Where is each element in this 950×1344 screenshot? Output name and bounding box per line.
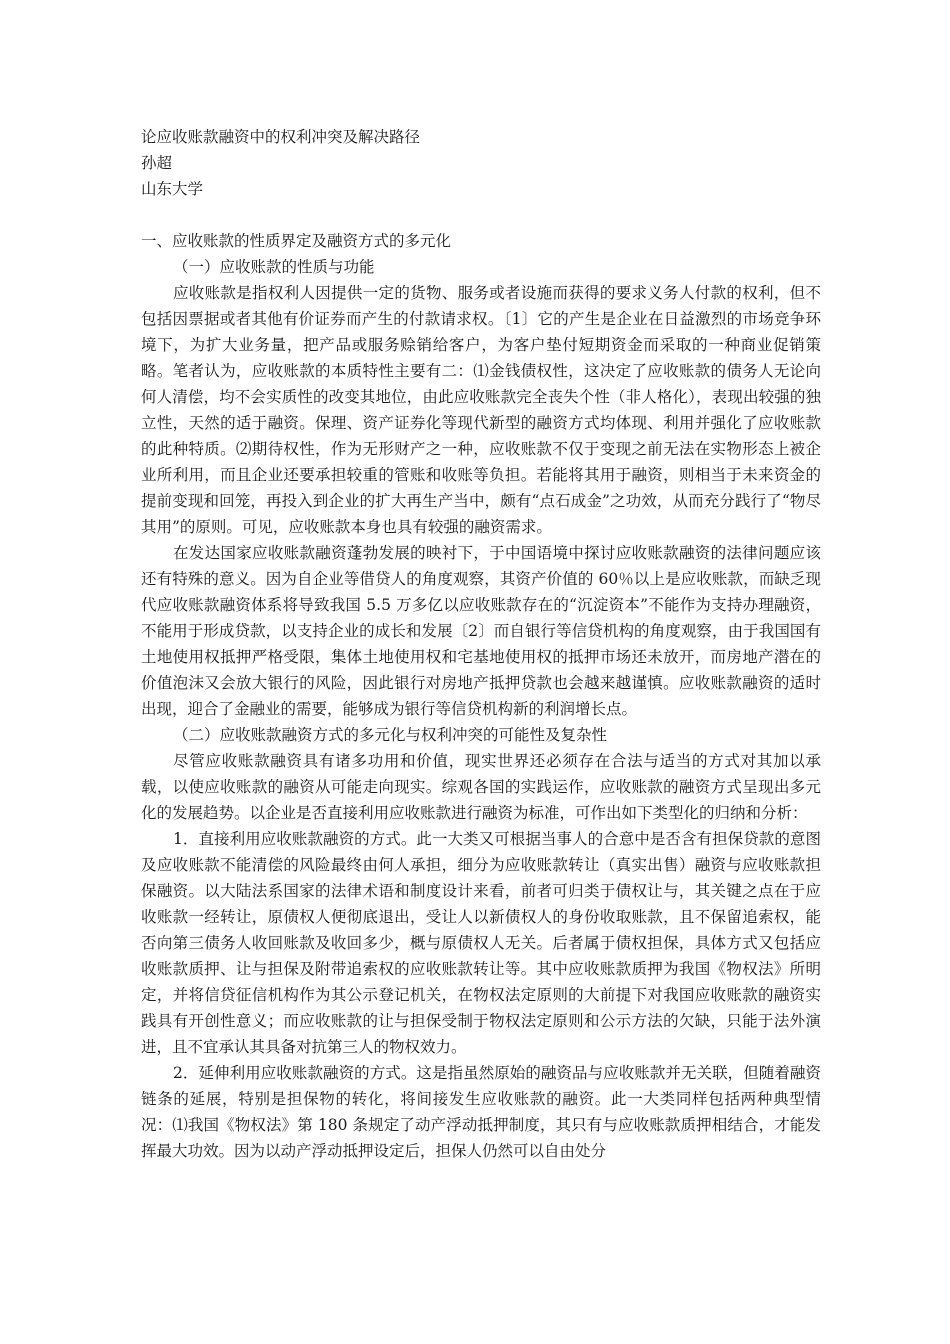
body-paragraph: 在发达国家应收账款融资蓬勃发展的映衬下，于中国语境中探讨应收账款融资的法律问题应该还有特殊的意义。因为自企业等借贷人的角度观察，其资产价值的 60％以上是应收账款，而缺乏现代应收账款融资体系将导致我国 5.5 万多亿以应收账款存在的“沉淀资本”不能作为支持办理融资，不能用于形成贷款，以支持企业的成长和发展〔2〕而自银行等信贷机构的角度观察，由于我国国有土地使用权抵押严格受限，集体土地使用权和宅基地使用权的抵押市场还未放开，而房地产潜在的价值泡沫又会放大银行的风险，因此银行对房地产抵押贷款也会越来越谨慎。应收账款融资的适时出现，迎合了金融业的需要，能够成为银行等信贷机构新的利润增长点。 bbox=[141, 544, 821, 718]
subsection-heading: （一）应收账款的性质与功能 bbox=[173, 258, 375, 276]
body-paragraph: 1．直接利用应收账款融资的方式。此一大类又可根据当事人的合意中是否含有担保贷款的意图及应收账款不能清偿的风险最终由何人承担，细分为应收账款转让（真实出售）融资与应收账款担保融资。以大陆法系国家的法律术语和制度设计来看，前者可归类于债权让与，其关键之点在于应收账款一经转让，原债权人便彻底退出，受让人以新债权人的身份收取账款，且不保留追索权，能否向第三债务人收回账款及收回多少，概与原债权人无关。后者属于债权担保，具体方式又包括应收账款质押、让与担保及附带追索权的应收账款转让等。其中应收账款质押为我国《物权法》所明定，并将信贷征信机构作为其公示登记机关，在物权法定原则的大前提下对我国应收账款的融资实践具有开创性意义；而应收账款的让与担保受制于物权法定原则和公示方法的欠缺，只能于法外演进，且不宜承认其具备对抗第三人的物权效力。 bbox=[141, 830, 821, 1056]
subsection-heading: （二）应收账款融资方式的多元化与权利冲突的可能性及复杂性 bbox=[173, 726, 608, 744]
body-paragraph: 尽管应收账款融资具有诸多功用和价值，现实世界还必须存在合法与适当的方式对其加以承载，以使应收账款的融资从可能走向现实。综观各国的实践运作，应收账款的融资方式呈现出多元化的发展趋势。以企业是否直接利用应收账款进行融资为标准，可作出如下类型化的归纳和分析： bbox=[141, 752, 821, 822]
body-paragraph: 应收账款是指权利人因提供一定的货物、服务或者设施而获得的要求义务人付款的权利，但不包括因票据或者其他有价证券而产生的付款请求权。〔1〕它的产生是企业在日益激烈的市场竞争环境下，为扩大业务量，把产品或服务赊销给客户，为客户垫付短期资金而采取的一种商业促销策略。笔者认为，应收账款的本质特性主要有二：⑴金钱债权性，这决定了应收账款的债务人无论向何人清偿，均不会实质性的改变其地位，由此应收账款完全丧失个性（非人格化），表现出较强的独立性，天然的适于融资。保理、资产证券化等现代新型的融资方式均体现、利用并强化了应收账款的此种特质。⑵期待权性，作为无形财产之一种，应收账款不仅于变现之前无法在实物形态上被企业所利用，而且企业还要承担较重的管账和收账等负担。若能将其用于融资，则相当于未来资金的提前变现和回笼，再投入到企业的扩大再生产当中，颇有“点石成金”之功效，从而充分践行了“物尽其用”的原则。可见，应收账款本身也具有较强的融资需求。 bbox=[141, 284, 821, 536]
document-page bbox=[141, 124, 821, 1164]
body-paragraph: 2．延伸利用应收账款融资的方式。这是指虽然原始的融资品与应收账款并无关联，但随着融资链条的延展，特别是担保物的转化，将间接发生应收账款的融资。此一大类同样包括两种典型情况：⑴我国《物权法》第 180 条规定了动产浮动抵押制度，其只有与应收账款质押相结合，才能发挥最大功效。因为以动产浮动抵押设定后，担保人仍然可以自由处分 bbox=[141, 1064, 821, 1160]
author-name: 孙超 bbox=[141, 154, 173, 172]
author-affiliation: 山东大学 bbox=[141, 180, 204, 198]
section-heading: 一、应收账款的性质界定及融资方式的多元化 bbox=[141, 232, 452, 250]
document-title: 论应收账款融资中的权利冲突及解决路径 bbox=[141, 128, 421, 146]
spacer bbox=[141, 202, 821, 228]
